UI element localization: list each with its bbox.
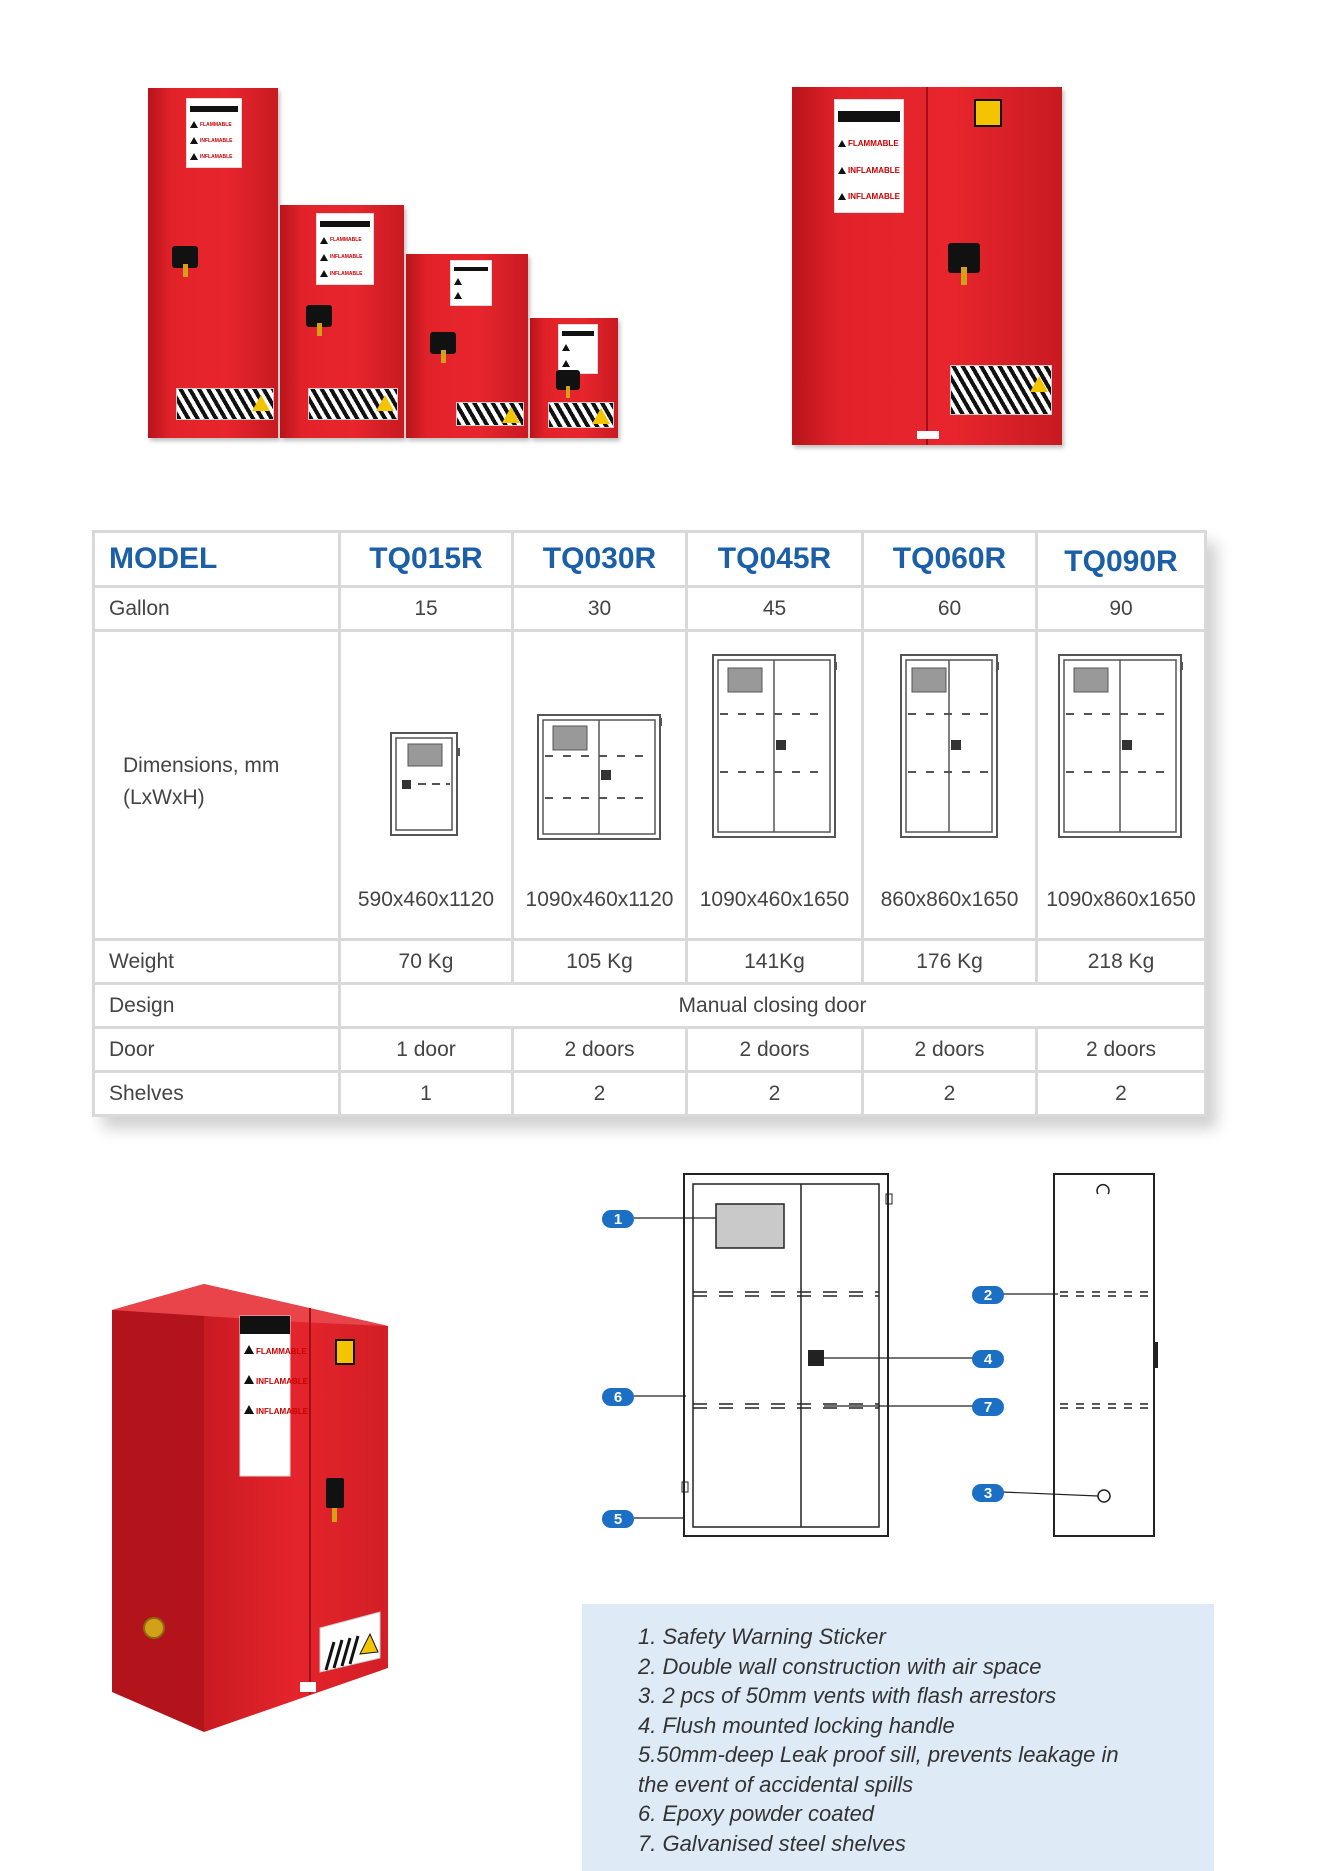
table-cell: 2 — [513, 1072, 687, 1116]
table-cell: 2 — [863, 1072, 1037, 1116]
design-row — [94, 984, 1206, 1028]
svg-text:4: 4 — [983, 1351, 993, 1368]
dimension-value: 590x460x1120 — [357, 888, 495, 911]
sticker-text: INFLAMABLE — [848, 192, 900, 202]
sticker-text: INFLAMABLE — [848, 165, 900, 175]
warning-icon — [454, 278, 462, 285]
warning-sticker — [316, 213, 374, 285]
cabinet-perspective-photo — [108, 1282, 408, 1742]
model-header-label: MODEL — [94, 532, 340, 587]
table-cell — [687, 631, 863, 940]
warning-icon — [320, 237, 328, 244]
row-label: Shelves — [94, 1072, 340, 1116]
lock-handle-icon — [306, 305, 332, 327]
list-item: 5.50mm-deep Leak proof sill, prevents leakage in — [638, 1742, 1119, 1767]
feature-list-panel — [582, 1604, 1214, 1871]
warning-icon — [190, 121, 198, 128]
sticker-text: FLAMMABLE — [200, 121, 232, 128]
row-label: Gallon — [94, 587, 340, 631]
list-item: 2. Double wall construction with air space — [638, 1653, 1042, 1679]
table-cell: 176 Kg — [863, 940, 1037, 984]
warning-icon — [190, 137, 198, 144]
sticker-text: INFLAMABLE — [256, 1407, 308, 1416]
table-cell: 70 Kg — [340, 940, 513, 984]
cabinet-photo-tq015 — [406, 254, 528, 438]
warning-icon — [838, 140, 846, 147]
row-label: (LxWxH) — [123, 786, 205, 809]
table-cell: 2 doors — [513, 1028, 687, 1072]
sticker-text: INFLAMABLE — [200, 137, 233, 144]
shelves-row — [94, 1072, 1206, 1116]
svg-text:7: 7 — [983, 1399, 993, 1416]
list-item: 6. Epoxy powder coated — [638, 1801, 875, 1826]
table-cell: Manual closing door — [340, 984, 1206, 1028]
table-cell — [863, 631, 1037, 940]
list-item: 4. Flush mounted locking handle — [638, 1712, 955, 1738]
info-sticker — [974, 99, 1002, 127]
warning-icon — [562, 344, 570, 351]
row-label: Design — [94, 984, 340, 1028]
callout-badge-1 — [602, 1210, 634, 1228]
gallon-row — [94, 587, 1206, 631]
feature-list — [638, 1622, 1119, 1858]
cabinet-photo-tq045 — [148, 88, 278, 438]
warning-icon — [190, 153, 198, 160]
list-item: the event of accidental spills — [638, 1771, 914, 1797]
list-item: 7. Galvanised steel shelves — [638, 1830, 906, 1856]
sticker-text: INFLAMABLE — [200, 153, 233, 160]
hazard-stripe — [456, 402, 524, 426]
hazard-stripe — [950, 365, 1052, 415]
warning-sticker — [450, 260, 492, 306]
callout-badge-3 — [972, 1484, 1004, 1502]
table-cell: 45 — [687, 587, 863, 631]
warning-icon — [838, 193, 846, 200]
callout-badge-4 — [972, 1350, 1004, 1368]
cabinet-outline-icon — [710, 652, 840, 842]
callout-badge-5 — [602, 1510, 634, 1528]
cabinet-outline-icon — [1056, 652, 1186, 842]
list-item: 1. Safety Warning Sticker — [638, 1624, 886, 1649]
specification-table — [92, 530, 1207, 1117]
callout-badge-2 — [972, 1286, 1004, 1304]
table-cell — [340, 631, 513, 940]
table-cell: 1 — [340, 1072, 513, 1116]
warning-sticker — [186, 98, 242, 168]
warning-icon — [320, 254, 328, 261]
row-label: Dimensions, mm — [123, 754, 280, 777]
table-cell: 2 — [1037, 1072, 1206, 1116]
warning-icon — [838, 167, 846, 174]
callout-badge-6 — [602, 1388, 634, 1406]
technical-diagram — [598, 1172, 1158, 1556]
table-cell: 90 — [1037, 587, 1206, 631]
dimensions-row — [94, 631, 1206, 940]
table-cell: 2 doors — [863, 1028, 1037, 1072]
model-header: TQ060R — [863, 532, 1037, 587]
weight-row — [94, 940, 1206, 984]
table-cell: 2 — [687, 1072, 863, 1116]
dimension-value: 860x860x1650 — [880, 888, 1019, 911]
model-header: TQ090R — [1037, 532, 1206, 587]
table-cell — [513, 631, 687, 940]
lock-handle-icon — [948, 243, 980, 273]
sticker-text: INFLAMABLE — [330, 270, 363, 277]
warning-sticker — [558, 324, 598, 374]
svg-text:2: 2 — [983, 1287, 993, 1304]
svg-text:6: 6 — [613, 1389, 623, 1406]
model-header: TQ015R — [340, 532, 513, 587]
svg-text:1: 1 — [613, 1211, 623, 1228]
cabinet-photo-tq012 — [530, 318, 618, 438]
sticker-text: FLAMMABLE — [848, 139, 899, 149]
hazard-stripe — [308, 388, 398, 420]
svg-text:3: 3 — [983, 1485, 993, 1502]
table-cell: 1 door — [340, 1028, 513, 1072]
cabinet-photo-tq030 — [280, 205, 404, 438]
sticker-text: FLAMMABLE — [256, 1347, 307, 1356]
table-cell: 105 Kg — [513, 940, 687, 984]
table-cell: 2 doors — [1037, 1028, 1206, 1072]
sticker-text: INFLAMABLE — [256, 1377, 308, 1386]
sticker-text: INFLAMABLE — [330, 254, 363, 261]
hazard-stripe — [548, 402, 614, 428]
table-cell — [1037, 631, 1206, 940]
lock-handle-icon — [556, 370, 580, 390]
warning-icon — [320, 270, 328, 277]
lock-handle-icon — [172, 246, 198, 268]
table-cell: 218 Kg — [1037, 940, 1206, 984]
warning-icon — [562, 360, 570, 367]
cabinet-photo-tq090 — [792, 87, 1062, 445]
cabinet-outline-icon — [535, 712, 665, 842]
svg-text:5: 5 — [613, 1511, 623, 1528]
row-label: Weight — [94, 940, 340, 984]
sticker-text: FLAMMABLE — [330, 237, 362, 244]
dimension-value: 1090x860x1650 — [1046, 888, 1196, 911]
hazard-stripe — [176, 388, 274, 420]
table-cell: 30 — [513, 587, 687, 631]
row-label: Door — [94, 1028, 340, 1072]
dimension-value: 1090x460x1650 — [699, 888, 850, 911]
model-header: TQ045R — [687, 532, 863, 587]
callout-badge-7 — [972, 1398, 1004, 1416]
dimension-value: 1090x460x1120 — [525, 888, 674, 911]
dimensions-label-cell — [94, 631, 340, 940]
model-header: TQ030R — [513, 532, 687, 587]
door-row — [94, 1028, 1206, 1072]
table-cell: 2 doors — [687, 1028, 863, 1072]
table-cell: 141Kg — [687, 940, 863, 984]
warning-icon — [454, 292, 462, 299]
cabinet-outline-icon — [388, 730, 464, 840]
list-item: 3. 2 pcs of 50mm vents with flash arrestors — [638, 1683, 1057, 1708]
cabinet-outline-icon — [898, 652, 1002, 842]
model-row — [94, 532, 1206, 587]
table-cell: 60 — [863, 587, 1037, 631]
lock-handle-icon — [430, 332, 456, 354]
warning-sticker — [834, 99, 904, 213]
table-cell: 15 — [340, 587, 513, 631]
